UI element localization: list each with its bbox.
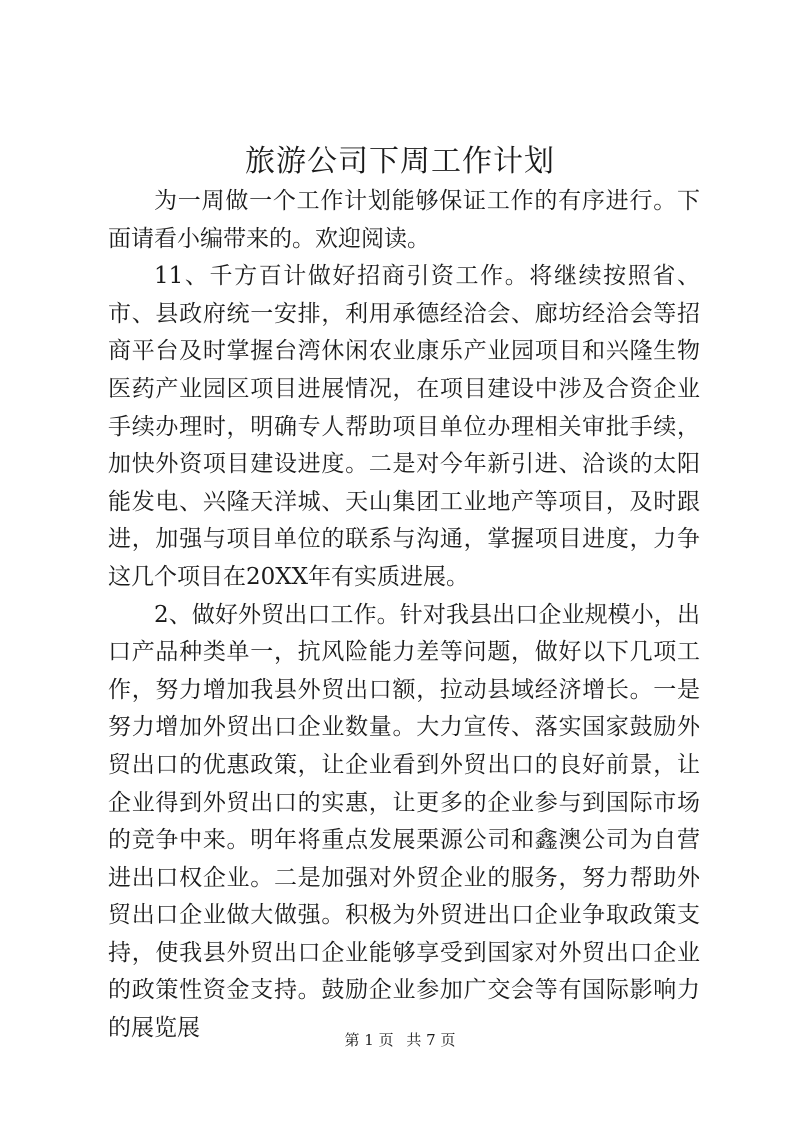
page-number: 第 1 页 (344, 1031, 394, 1049)
paragraph-intro: 为一周做一个工作计划能够保证工作的有序进行。下面请看小编带来的。欢迎阅读。 (108, 188, 700, 252)
page-footer (0, 1030, 800, 1050)
paragraph-foreign-trade: 2、做好外贸出口工作。针对我县出口企业规模小，出口产品种类单一，抗风险能力差等问题，做好以下几项工作，努力增加我县外贸出口额，拉动县域经济增长。一是努力增加外贸出口企业数量。大力宣传、落实国家鼓励外贸出口的优惠政策，让企业看到外贸出口的良好前景，让企业得到外贸出口的实惠，让更多的企业参与到国际市场的竞争中来。明年将重点发展栗源公司和鑫澳公司为自营进出口权企业。二是加强对外贸企业的服务，努力帮助外贸出口企业做大做强。积极为外贸进出口企业争取政策支持，使我县外贸出口企业能够享受到国家对外贸出口企业的政策性资金支持。鼓励企业参加广交会等有国际影响力的展览展 (108, 601, 700, 1042)
document-body (108, 183, 700, 1048)
page-total: 共 7 页 (406, 1031, 456, 1049)
document-title: 旅游公司下周工作计划 (245, 144, 555, 179)
paragraph-investment: 11、千方百计做好招商引资工作。将继续按照省、市、县政府统一安排，利用承德经洽会、廊坊经洽会等招商平台及时掌握台湾休闲农业康乐产业园项目和兴隆生物医药产业园区项目进展情况，在项目建设中涉及合资企业手续办理时，明确专人帮助项目单位办理相关审批手续，加快外资项目建设进度。二是对今年新引进、洽谈的太阳能发电、兴隆天洋城、天山集团工业地产等项目，及时跟进，加强与项目单位的联系与沟通，掌握项目进度，力争这几个项目在20XX年有实质进展。 (108, 263, 700, 590)
